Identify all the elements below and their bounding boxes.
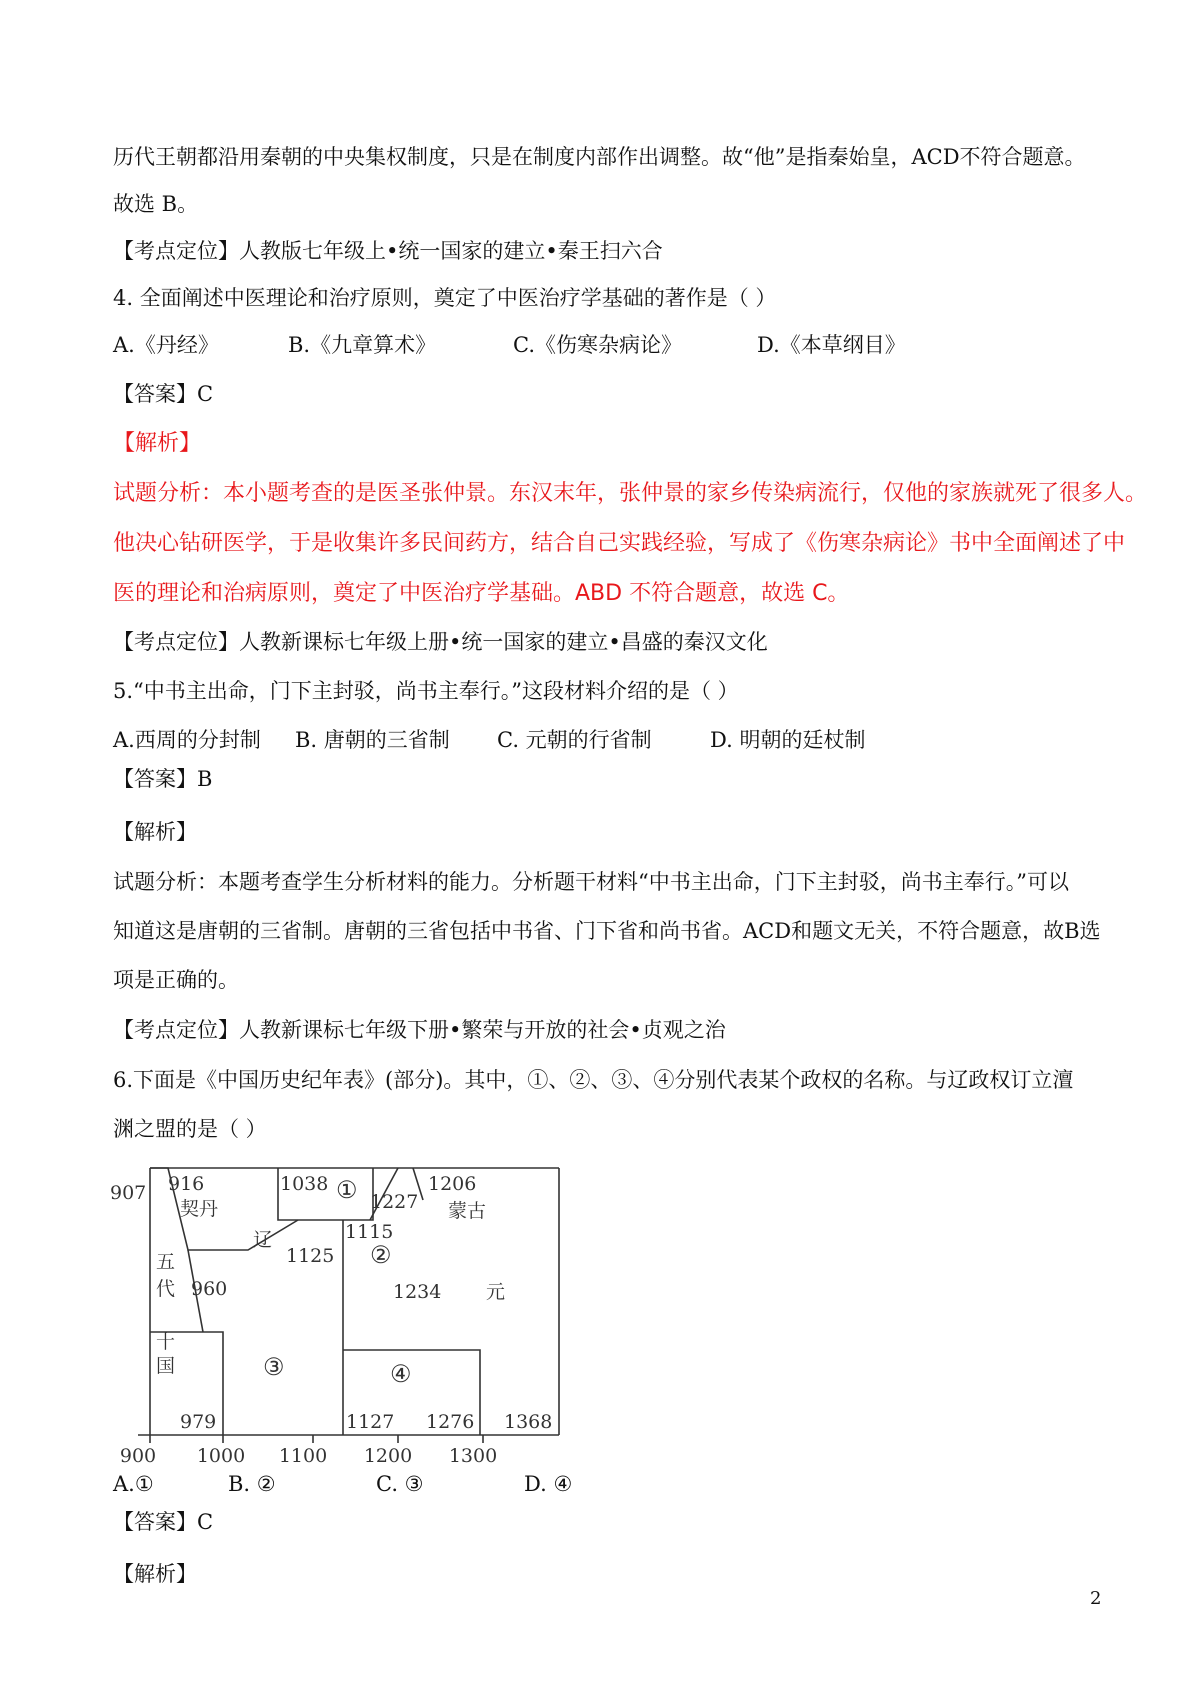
q6-option-d: D. ④ (524, 1472, 573, 1496)
q4-option-b: B.《九章算术》 (288, 333, 437, 357)
axis-tick-label: 900 (119, 1445, 157, 1465)
year-label: 960 (191, 1278, 228, 1300)
year-label: 1227 (370, 1191, 419, 1213)
question-5: 5.“中书主出命，门下主封驳，尚书主奉行。”这段材料介绍的是（ ） (113, 679, 739, 703)
q5-analysis-line: 知道这是唐朝的三省制。唐朝的三省包括中书省、门下省和尚书省。ACD和题文无关，不符合题意，故B选 (113, 919, 1101, 943)
q6-answer: 【答案】C (113, 1510, 214, 1534)
question-4: 4. 全面阐述中医理论和治疗原则，奠定了中医治疗学基础的著作是（ ） (113, 286, 777, 310)
q6-option-b: B. ② (228, 1472, 276, 1496)
q4-option-a: A.《丹经》 (113, 333, 219, 357)
q4-option-c: C.《伤寒杂病论》 (513, 333, 682, 357)
regime-number: ② (370, 1241, 392, 1269)
topic-location: 【考点定位】人教新课标七年级下册•繁荣与开放的社会•贞观之治 (113, 1018, 726, 1042)
axis-tick-label: 1200 (363, 1445, 413, 1465)
question-6: 渊之盟的是（ ） (113, 1117, 267, 1141)
year-label: 1234 (393, 1281, 442, 1303)
q5-answer: 【答案】B (113, 767, 213, 791)
regime-label: 十 (156, 1331, 176, 1353)
axis-tick-label: 1300 (448, 1445, 498, 1465)
q4-analysis-line: 医的理论和治病原则，奠定了中医治疗学基础。ABD 不符合题意，故选 C。 (113, 581, 850, 606)
q6-option-a: A.① (113, 1472, 154, 1496)
q6-option-c: C. ③ (376, 1472, 424, 1496)
text-line: 历代王朝都沿用秦朝的中央集权制度，只是在制度内部作出调整。故“他”是指秦始皇，ACD不符合题意。 (113, 145, 1086, 169)
topic-location: 【考点定位】人教版七年级上•统一国家的建立•秦王扫六合 (113, 239, 663, 263)
q5-option-d: D. 明朝的廷杖制 (710, 728, 866, 752)
question-6: 6.下面是《中国历史纪年表》(部分)。其中，①、②、③、④分别代表某个政权的名称。与辽政权订立澶 (113, 1068, 1074, 1092)
regime-number: ③ (263, 1353, 285, 1381)
q5-option-b: B. 唐朝的三省制 (295, 728, 450, 752)
year-label: 1127 (346, 1411, 395, 1433)
q4-analysis-heading: 【解析】 (113, 431, 202, 456)
year-label: 907 (110, 1182, 147, 1204)
topic-location: 【考点定位】人教新课标七年级上册•统一国家的建立•昌盛的秦汉文化 (113, 630, 768, 654)
regime-label: 元 (486, 1281, 506, 1303)
q5-analysis-heading: 【解析】 (113, 820, 197, 844)
year-label: 1038 (280, 1173, 329, 1195)
q4-analysis-line: 试题分析：本小题考查的是医圣张仲景。东汉末年，张仲景的家乡传染病流行，仅他的家族就死了很多人。 (113, 481, 1148, 506)
regime-number: ④ (390, 1360, 412, 1388)
q6-analysis-heading: 【解析】 (113, 1562, 197, 1586)
text-line: 故选 B。 (113, 192, 199, 216)
year-label: 1276 (426, 1411, 475, 1433)
regime-label: 国 (156, 1355, 176, 1377)
q4-analysis-line: 他决心钻研医学，于是收集许多民间药方，结合自己实践经验，写成了《伤寒杂病论》书中全面阐述了中 (113, 531, 1126, 556)
axis-tick-label: 1100 (278, 1445, 328, 1465)
axis-tick-label: 1000 (196, 1445, 246, 1465)
year-label: 1125 (286, 1245, 335, 1267)
year-label: 979 (180, 1411, 217, 1433)
regime-number: ① (336, 1176, 358, 1204)
year-label: 1115 (345, 1221, 394, 1243)
regime-label: 契丹 (180, 1198, 219, 1220)
q5-option-a: A.西周的分封制 (113, 728, 261, 752)
q4-answer: 【答案】C (113, 382, 214, 406)
regime-label: 代 (156, 1278, 176, 1300)
q4-option-d: D.《本草纲目》 (757, 333, 906, 357)
q5-analysis-line: 试题分析：本题考查学生分析材料的能力。分析题干材料“中书主出命，门下主封驳，尚书主奉行。”可以 (113, 870, 1069, 894)
regime-label: 五 (156, 1251, 176, 1273)
year-label: 1368 (504, 1411, 553, 1433)
regime-label: 辽 (253, 1229, 273, 1251)
q5-analysis-line: 项是正确的。 (113, 968, 239, 992)
year-label: 916 (168, 1173, 205, 1195)
q5-option-c: C. 元朝的行省制 (497, 728, 652, 752)
page-number: 2 (1090, 1588, 1102, 1609)
year-label: 1206 (428, 1173, 477, 1195)
regime-label: 蒙古 (448, 1200, 487, 1222)
chronology-chart (108, 1160, 598, 1465)
